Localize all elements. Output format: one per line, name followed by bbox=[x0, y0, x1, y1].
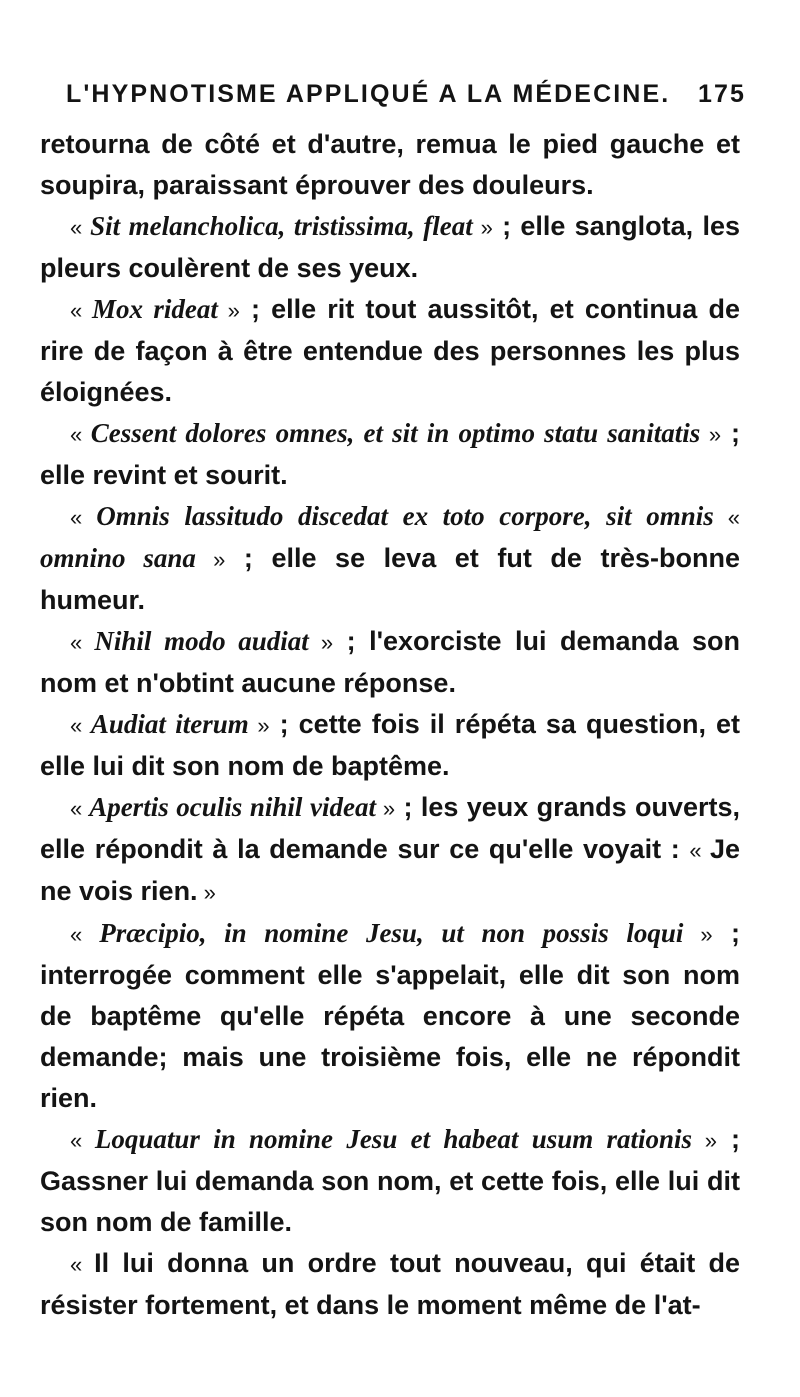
quote-mark: » bbox=[683, 922, 713, 947]
quote-mark: « bbox=[70, 922, 100, 947]
paragraph bbox=[40, 704, 740, 787]
paragraph-text: ; elle se leva et fut de très-bonne humeur. bbox=[40, 543, 740, 615]
body-text bbox=[40, 124, 740, 1326]
paragraph-text: ; Gassner lui demanda son nom, et cette fois, elle lui dit son nom de famille. bbox=[40, 1124, 740, 1237]
quote-mark: » bbox=[197, 880, 216, 905]
paragraph bbox=[40, 413, 740, 496]
latin-command: Apertis oculis nihil videat bbox=[89, 792, 376, 822]
quote-mark: « bbox=[70, 1252, 95, 1277]
latin-command: Omnis lassitudo discedat ex toto corpore, sit omnis bbox=[96, 501, 714, 531]
quote-mark: » bbox=[375, 796, 396, 821]
latin-command: Loquatur in nomine Jesu et habeat usum rationis bbox=[94, 1124, 693, 1154]
quote-mark: » bbox=[692, 1128, 717, 1153]
paragraph bbox=[40, 496, 740, 621]
paragraph-text: Je ne vois rien. bbox=[40, 834, 740, 906]
quote-mark: « bbox=[70, 630, 95, 655]
latin-command: Audiat iterum bbox=[90, 709, 249, 739]
quote-mark: « bbox=[70, 422, 91, 447]
paragraph bbox=[40, 206, 740, 289]
quote-mark: » bbox=[472, 215, 493, 240]
latin-command: Nihil modo audiat bbox=[94, 626, 309, 656]
quote-mark: » bbox=[308, 630, 334, 655]
paragraph-text: Il lui donna un ordre tout nouveau, qui était de résister fortement, et dans le moment même de l'at- bbox=[40, 1248, 741, 1320]
quote-mark: « bbox=[70, 1128, 95, 1153]
paragraph-text: ; les yeux grands ouverts, elle répondit à la demande sur ce qu'elle voyait : bbox=[40, 792, 740, 864]
paragraph bbox=[40, 1243, 740, 1326]
paragraph-text: ; cette fois il répéta sa question, et elle lui dit son nom de baptême. bbox=[40, 709, 740, 781]
quote-mark: » bbox=[700, 422, 722, 447]
quote-mark: « bbox=[713, 505, 740, 530]
paragraph bbox=[40, 787, 740, 913]
paragraph bbox=[40, 621, 740, 704]
page-number: 175 bbox=[697, 80, 746, 108]
latin-command: Mox rideat bbox=[91, 294, 218, 324]
running-header bbox=[66, 80, 746, 109]
quote-mark: « bbox=[70, 796, 90, 821]
quote-mark: « bbox=[70, 298, 92, 323]
quote-mark: » bbox=[195, 547, 226, 572]
paragraph-text: ; elle revint et sourit. bbox=[40, 418, 740, 490]
paragraph bbox=[40, 124, 740, 206]
paragraph bbox=[40, 289, 740, 413]
latin-command: Præcipio, in nomine Jesu, ut non possis loqui bbox=[99, 918, 684, 948]
latin-command: Sit melancholica, tristissima, fleat bbox=[90, 211, 473, 241]
latin-command: Cessent dolores omnes, et sit in optimo statu sanitatis bbox=[90, 418, 701, 448]
paragraph-text: ; l'exorciste lui demanda son nom et n'obtint aucune réponse. bbox=[40, 626, 741, 698]
paragraph-text: ; interrogée comment elle s'appelait, elle dit son nom de baptême qu'elle répéta encore à une seconde demande; mais une troisième fois, elle ne répondit rien. bbox=[40, 918, 740, 1113]
quote-mark: « bbox=[689, 838, 710, 863]
latin-command: omnino sana bbox=[40, 543, 196, 573]
paragraph bbox=[40, 1119, 740, 1243]
quote-mark: » bbox=[248, 713, 270, 738]
quote-mark: » bbox=[217, 298, 240, 323]
paragraph bbox=[40, 913, 740, 1119]
quote-mark: « bbox=[70, 713, 91, 738]
paragraph-text: ; elle rit tout aussitôt, et continua de rire de façon à être entendue des personnes les plus éloignées. bbox=[40, 294, 740, 407]
paragraph-text: ; elle sanglota, les pleurs coulèrent de ses yeux. bbox=[40, 211, 740, 283]
quote-mark: « bbox=[70, 215, 91, 240]
quote-mark: « bbox=[70, 505, 97, 530]
running-title: L'HYPNOTISME APPLIQUÉ A LA MÉDECINE. bbox=[66, 80, 671, 108]
paragraph-text: retourna de côté et d'autre, remua le pied gauche et soupira, paraissant éprouver des douleurs. bbox=[40, 129, 740, 200]
